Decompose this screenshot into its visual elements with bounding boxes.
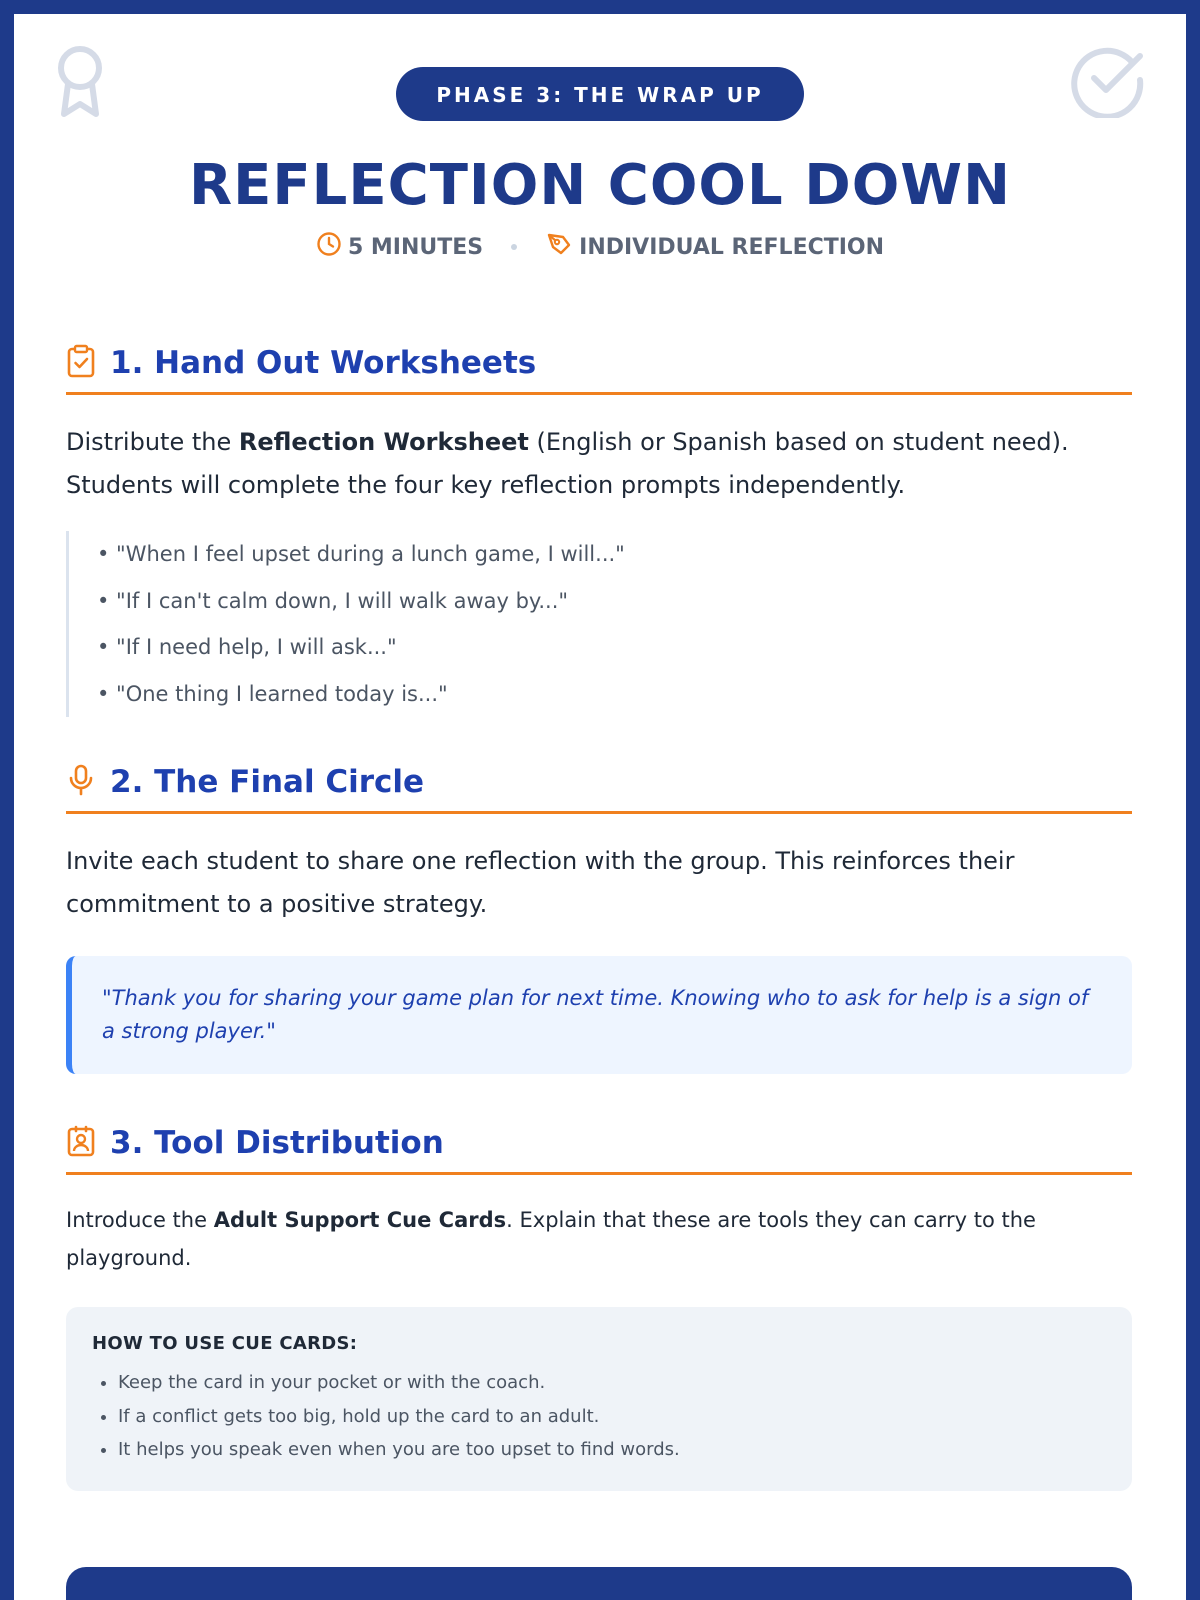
howto-box xyxy=(66,1307,1132,1491)
section-final-circle-title: 2. The Final Circle xyxy=(110,764,425,800)
section-worksheets-text xyxy=(66,421,1132,507)
content xyxy=(66,344,1132,1491)
meta-row xyxy=(14,231,1186,263)
duration-meta xyxy=(316,231,483,263)
prompt-list xyxy=(66,531,1132,717)
check-circle-icon xyxy=(1070,42,1146,122)
section-worksheets-title: 1. Hand Out Worksheets xyxy=(110,345,537,381)
prompt-item: • "One thing I learned today is..." xyxy=(97,681,448,706)
section-tool-distribution-header xyxy=(66,1124,1132,1175)
footer-bar xyxy=(66,1567,1132,1600)
section-tool-distribution-title: 3. Tool Distribution xyxy=(110,1125,444,1161)
clock-icon xyxy=(316,231,342,263)
award-ribbon-icon xyxy=(54,42,106,126)
text-segment: (English or Spanish based on student need). Students will complete the four key reflection prompts independently. xyxy=(66,428,1069,499)
cue-cards-name: Adult Support Cue Cards xyxy=(213,1208,507,1232)
text-segment: Introduce the xyxy=(66,1208,214,1232)
prompt-item: • "When I feel upset during a lunch game, I will..." xyxy=(97,542,625,566)
page-frame xyxy=(14,14,1186,1600)
section-tool-distribution-text xyxy=(66,1201,1132,1277)
howto-item: • If a conflict gets too big, hold up the card to an adult. xyxy=(118,1400,1106,1434)
prompt-item: • "If I need help, I will ask..." xyxy=(97,635,397,659)
phase-badge: PHASE 3: THE WRAP UP xyxy=(396,67,803,121)
section-final-circle-text: Invite each student to share one reflection with the group. This reinforces their commitment to a positive strategy. xyxy=(66,847,1015,918)
pen-tool-icon xyxy=(545,231,573,263)
meta-separator xyxy=(511,244,517,250)
duration-label: 5 MINUTES xyxy=(347,234,484,260)
clipboard-check-icon xyxy=(66,344,96,382)
prompt-item: • "If I can't calm down, I will walk away by..." xyxy=(97,588,569,613)
section-final-circle-header xyxy=(66,763,1132,814)
section-worksheets-header xyxy=(66,344,1132,395)
howto-item: • Keep the card in your pocket or with the coach. xyxy=(118,1366,1106,1400)
mode-label: INDIVIDUAL REFLECTION xyxy=(579,234,885,260)
howto-item: • It helps you speak even when you are too upset to find words. xyxy=(118,1433,1106,1467)
contact-card-icon xyxy=(66,1124,96,1162)
howto-title: HOW TO USE CUE CARDS: xyxy=(92,1333,358,1354)
mode-meta xyxy=(545,231,884,263)
page-title: REFLECTION COOL DOWN xyxy=(189,153,1011,218)
text-segment: . Explain that these are tools they can carry to the playground. xyxy=(66,1208,1036,1270)
howto-list xyxy=(92,1366,1106,1467)
worksheet-name: Reflection Worksheet xyxy=(238,428,529,456)
coach-quote: "Thank you for sharing your game plan for next time. Knowing who to ask for help is a sign of a strong player." xyxy=(66,956,1132,1074)
microphone-icon xyxy=(66,763,96,801)
text-segment: Distribute the xyxy=(66,428,239,456)
